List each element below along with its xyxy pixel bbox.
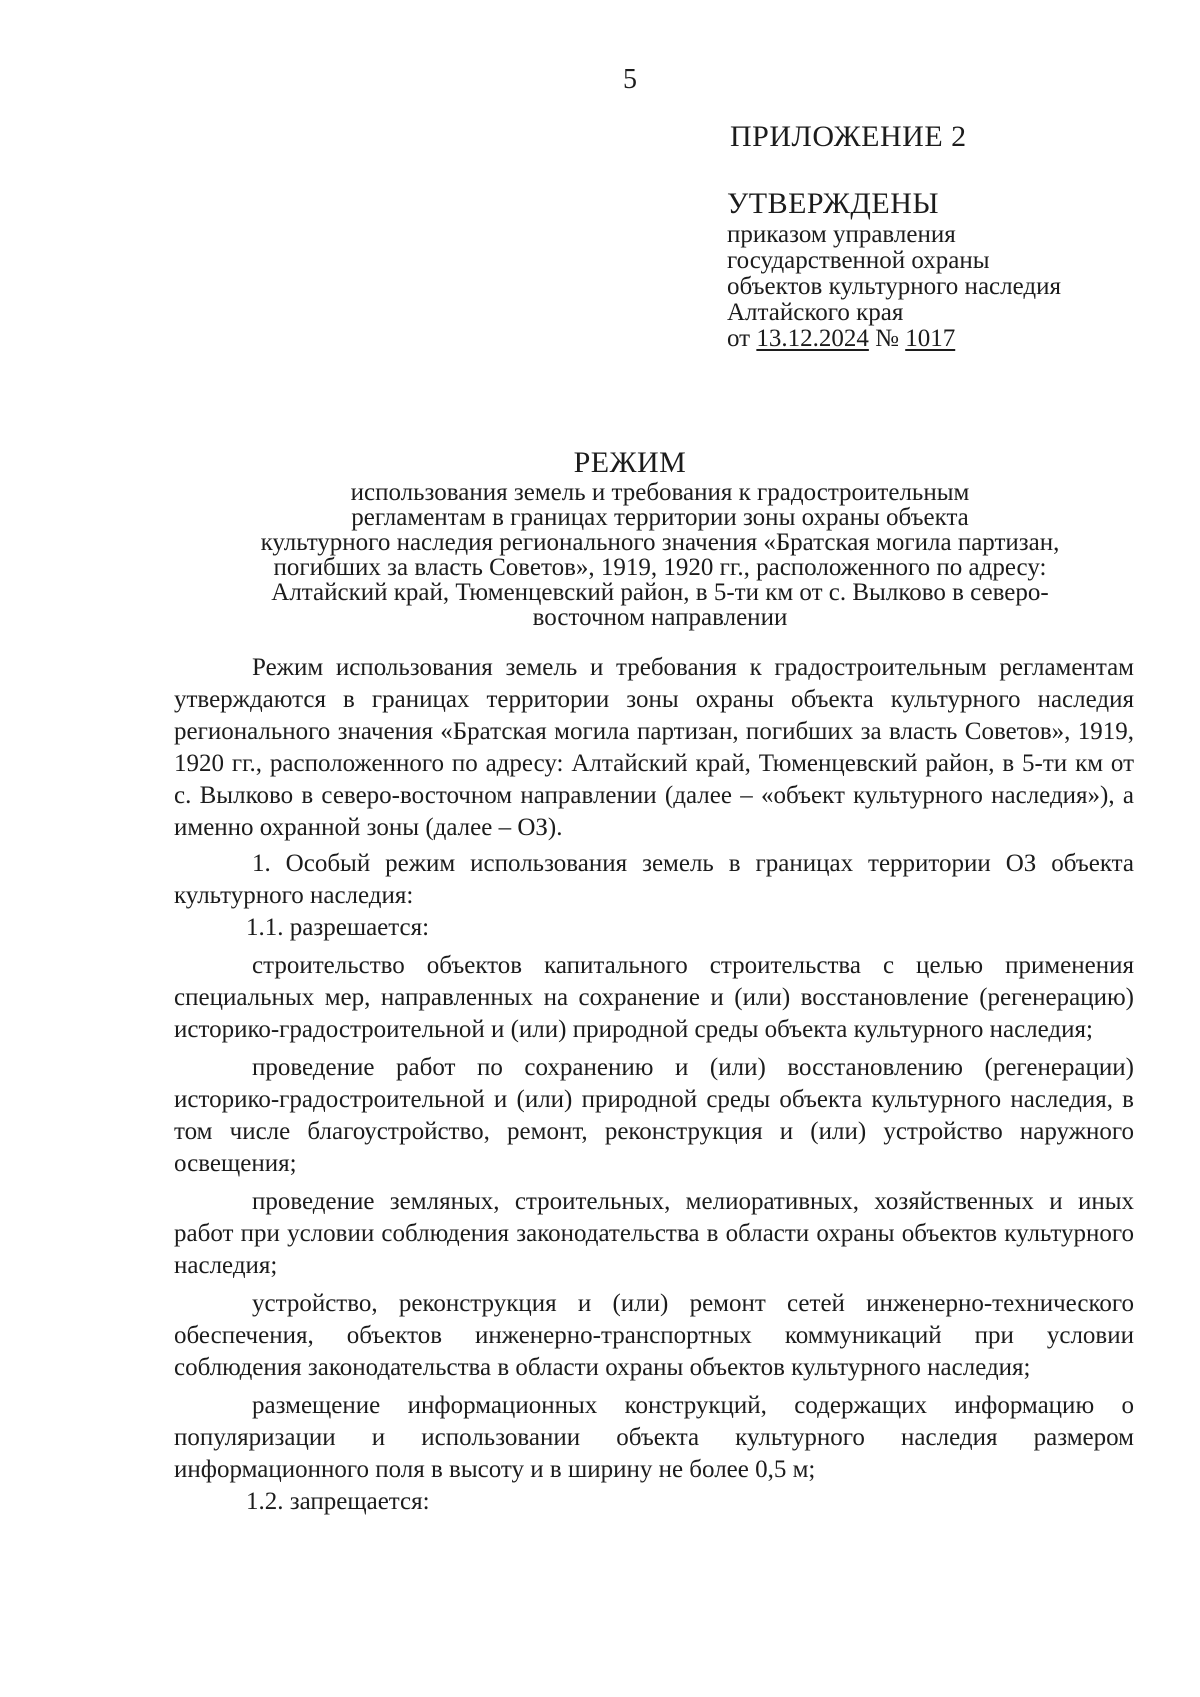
approved-line: приказом управления xyxy=(727,221,956,248)
subtitle-line: восточном направлении xyxy=(532,604,788,631)
approved-title: УТВЕРЖДЕНЫ xyxy=(727,187,940,220)
order-number-sign: № xyxy=(868,325,906,352)
order-number: 1017 xyxy=(905,325,956,352)
allowed-item: строительство объектов капитального строительства с целью применения специальных мер, направленных на сохранение и (или) восстановление (регенерацию) историко-градостроительной и (или) природной среды объекта культурного наследия; xyxy=(174,952,1134,1043)
allowed-item: размещение информационных конструкций, содержащих информацию о популяризации и использовании объекта культурного наследия размером информационного поля в высоту и в ширину не более 0,5 м; xyxy=(174,1392,1134,1483)
allowed-item: устройство, реконструкция и (или) ремонт сетей инженерно-технического обеспечения, объектов инженерно-транспортных коммуникаций при условии соблюдения законодательства в области охраны объектов культурного наследия; xyxy=(174,1290,1134,1381)
subtitle-line: регламентам в границах территории зоны охраны объекта xyxy=(351,504,969,531)
allowed-item: проведение земляных, строительных, мелиоративных, хозяйственных и иных работ при условии соблюдения законодательства в области охраны объектов культурного наследия; xyxy=(174,1188,1134,1279)
order-prefix: от xyxy=(727,325,757,352)
approved-line: объектов культурного наследия xyxy=(727,273,1061,300)
document-title: РЕЖИМ xyxy=(573,446,687,479)
subtitle-line: погибших за власть Советов», 1919, 1920 гг., расположенного по адресу: xyxy=(273,554,1047,581)
order-reference xyxy=(727,326,1167,352)
approval-block xyxy=(727,188,1167,352)
section-1-2-heading: 1.2. запрещается: xyxy=(246,1488,430,1515)
subtitle-line: Алтайский край, Тюменцевский район, в 5-ти км от с. Вылково в северо- xyxy=(271,579,1049,606)
allowed-item: проведение работ по сохранению и (или) восстановлению (регенерации) историко-градостроительной и (или) природной среды объекта культурного наследия, в том числе благоустройство, ремонт, реконструкция и (или) устройство наружного освещения; xyxy=(174,1054,1134,1177)
document-subtitle xyxy=(160,480,1160,630)
document-body xyxy=(174,652,1134,1518)
approved-line: Алтайского края xyxy=(727,299,904,326)
approved-line: государственной охраны xyxy=(727,247,990,274)
subtitle-line: культурного наследия регионального значения «Братская могила партизан, xyxy=(260,529,1060,556)
section-1-1-heading: 1.1. разрешается: xyxy=(246,914,430,941)
subtitle-line: использования земель и требования к градостроительным xyxy=(350,479,970,506)
page-number: 5 xyxy=(623,64,637,95)
order-date: 13.12.2024 xyxy=(756,325,869,352)
section-1-heading: 1. Особый режим использования земель в границах территории ОЗ объекта культурного наследия: xyxy=(174,850,1134,909)
intro-paragraph: Режим использования земель и требования к градостроительным регламентам утверждаются в границах территории зоны охраны объекта культурного наследия регионального значения «Братская могила партизан, погибших за власть Советов», 1919, 1920 гг., расположенного по адресу: Алтайский край, Тюменцевский район, в 5-ти км от с. Вылково в северо-восточном направлении (далее – «объект культурного наследия»), а именно охранной зоны (далее – ОЗ). xyxy=(174,654,1134,841)
appendix-label: ПРИЛОЖЕНИЕ 2 xyxy=(730,120,967,153)
